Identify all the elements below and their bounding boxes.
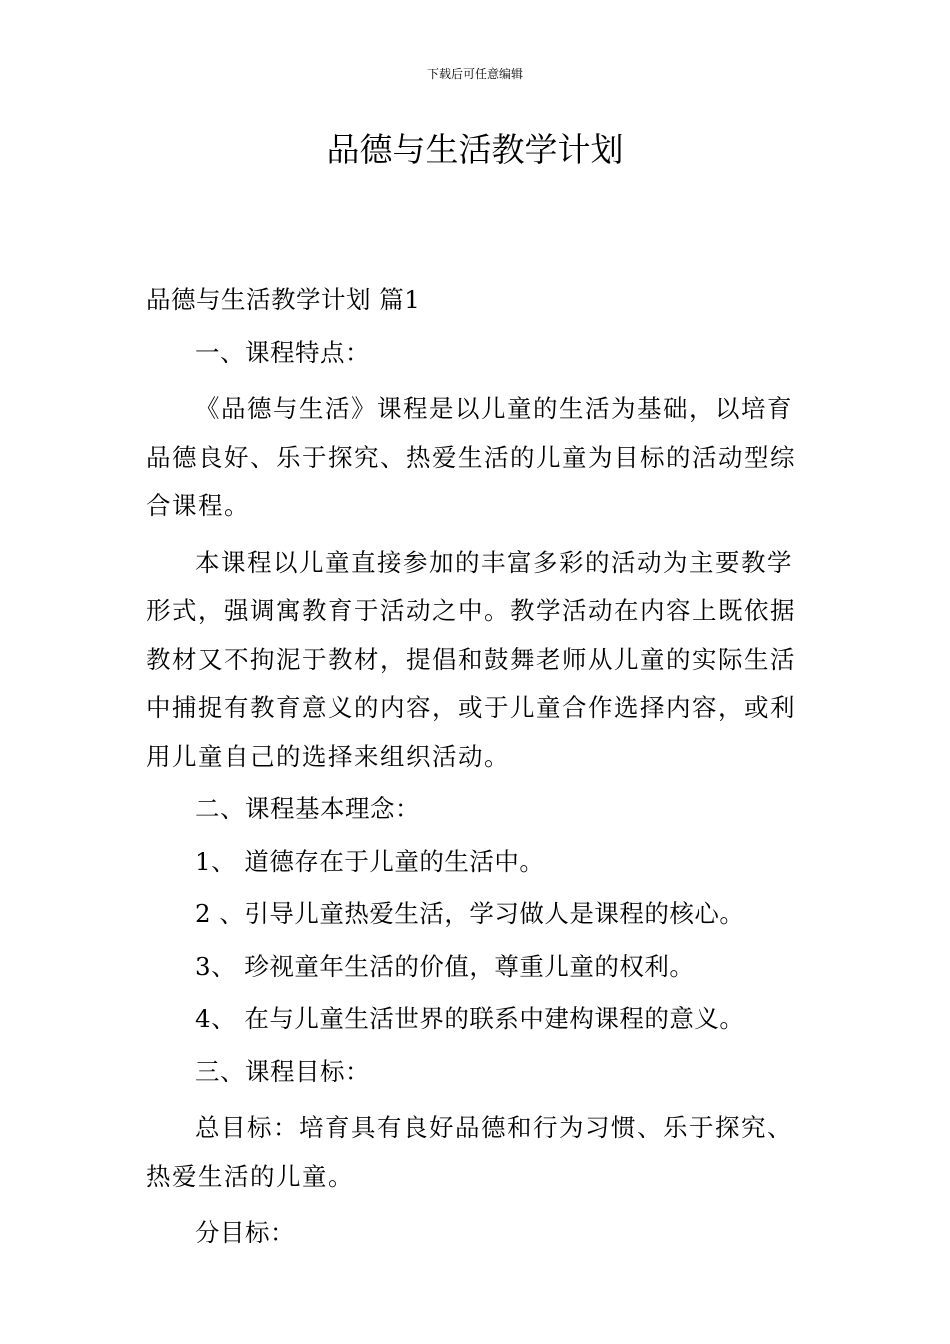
document-title: 品德与生活教学计划 [326, 130, 624, 169]
list-item-concept-3: 3、 珍视童年生活的价值，尊重儿童的权利。 [195, 951, 695, 981]
heading-course-features: 一、课程特点： [195, 337, 370, 367]
page-header-note: 下载后可任意编辑 [426, 67, 523, 81]
list-item-concept-2: 2 、引导儿童热爱生活，学习做人是课程的核心。 [195, 899, 745, 928]
list-item-concept-4: 4、 在与儿童生活世界的联系中建构课程的意义。 [195, 1004, 745, 1033]
heading-basic-concepts: 二、课程基本理念： [195, 794, 420, 823]
section-heading: 品德与生活教学计划 篇1 [146, 285, 421, 314]
heading-course-goals: 三、课程目标： [195, 1056, 370, 1086]
paragraph-overall-goal: 总目标：培育具有良好品德和行为习惯、乐于探究、热爱生活的儿童。 [146, 1113, 793, 1191]
paragraph-course-description: 《品德与生活》课程是以儿童的生活为基础，以培育品德良好、乐于探究、热爱生活的儿童为目标的活动型综合课程。 [146, 394, 796, 520]
paragraph-teaching-form: 本课程以儿童直接参加的丰富多彩的活动为主要教学形式，强调寓教育于活动之中。教学活动在内容上既依据教材又不拘泥于教材，提倡和鼓舞老师从儿童的实际生活中捕捉有教育意义的内容，或于儿童合作选择内容，或利用儿童自己的选择来组织活动。 [146, 547, 796, 771]
list-item-concept-1: 1、 道德存在于儿童的生活中。 [195, 846, 545, 876]
document-body [146, 276, 808, 1258]
heading-sub-goals: 分目标： [195, 1218, 295, 1247]
